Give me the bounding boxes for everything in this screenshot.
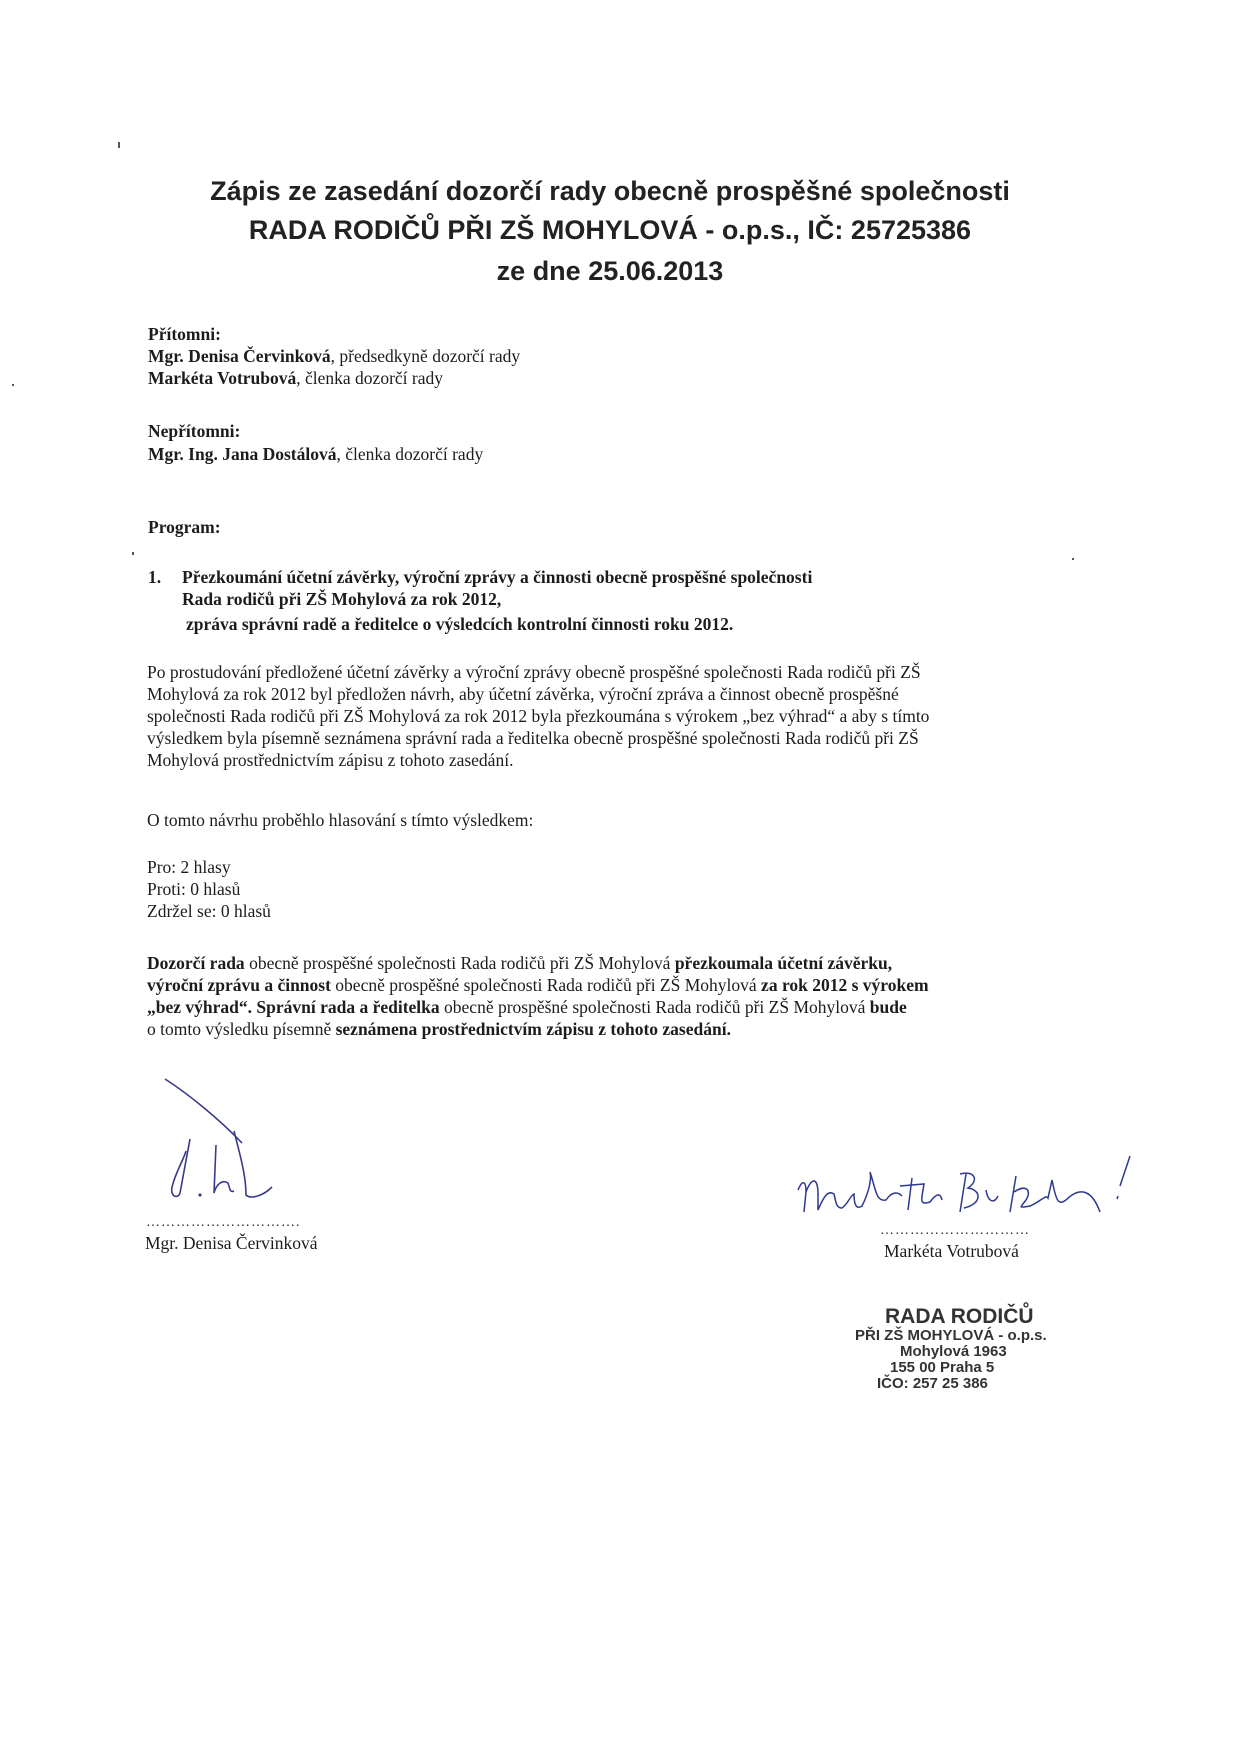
present-member [148, 367, 443, 389]
conclusion-bold: za rok 2012 s výrokem [761, 975, 929, 995]
signature-line-left: …………………………. [146, 1215, 301, 1230]
program-item-line: Rada rodičů při ZŠ Mohylová za rok 2012, [182, 589, 502, 609]
scan-speck [118, 142, 120, 148]
conclusion-text: o tomto výsledku písemně [147, 1019, 336, 1039]
paragraph-line: společnosti Rada rodičů při ZŠ Mohylová za rok 2012 byla přezkoumána s výrokem „bez výhrad“ a aby s tímto [147, 706, 930, 726]
present-member [148, 345, 520, 367]
vote-result: Proti: 0 hlasů [147, 879, 241, 899]
program-item-line: zpráva správní radě a ředitelce o výsledcích kontrolní činnosti roku 2012. [186, 614, 734, 634]
vote-result: Pro: 2 hlasy [147, 857, 231, 877]
paragraph-line: Mohylová prostřednictvím zápisu z tohoto zasedání. [147, 750, 514, 770]
conclusion-bold: „bez výhrad“. Správní rada a ředitelka [147, 997, 440, 1017]
conclusion-text: obecně prospěšné společnosti Rada rodičů při ZŠ Mohylová [244, 953, 675, 973]
absent-member [148, 443, 483, 465]
conclusion-line [147, 1018, 1097, 1040]
program-item-line: Přezkoumání účetní závěrky, výroční zprávy a činnosti obecně prospěšné společnosti [182, 567, 813, 587]
vote-intro: O tomto návrhu proběhlo hlasování s tímto výsledkem: [147, 810, 534, 830]
scan-speck [1072, 558, 1074, 560]
signature-marketa-votrubova [790, 1150, 1150, 1230]
signatory-name-left: Mgr. Denisa Červinková [145, 1233, 318, 1253]
signatory-name-right: Markéta Votrubová [884, 1241, 1019, 1261]
conclusion-bold: seznámena prostřednictvím zápisu z tohoto zasedání. [335, 1019, 731, 1039]
conclusion-bold: Dozorčí rada [147, 953, 245, 973]
signature-denisa-cervinkova [150, 1075, 310, 1225]
member-name: Markéta Votrubová [148, 368, 297, 388]
scan-speck [132, 552, 134, 555]
member-name: Mgr. Denisa Červinková [148, 346, 331, 366]
paragraph-line: Po prostudování předložené účetní závěrky a výroční zprávy obecně prospěšné společnosti Rada rodičů při ZŠ [147, 662, 921, 682]
scan-speck [12, 384, 14, 386]
paragraph-line: Mohylová za rok 2012 byl předložen návrh, aby účetní závěrka, výroční zpráva a činnost obecně prospěšné [147, 684, 899, 704]
present-heading: Přítomni: [148, 324, 221, 344]
conclusion-bold: bude [869, 997, 907, 1017]
vote-result: Zdržel se: 0 hlasů [147, 901, 271, 921]
conclusion-text: obecně prospěšné společnosti Rada rodičů při ZŠ Mohylová [330, 975, 762, 995]
stamp-line: 155 00 Praha 5 [890, 1359, 995, 1376]
document-title-line1: Zápis ze zasedání dozorčí rady obecně prospěšné společnosti [210, 176, 1010, 206]
conclusion-line [147, 974, 1097, 996]
document-title-line2: RADA RODIČŮ PŘI ZŠ MOHYLOVÁ - o.p.s., IČ: 25725386 [248, 215, 972, 245]
conclusion-text: obecně prospěšné společnosti Rada rodičů při ZŠ Mohylová [439, 997, 870, 1017]
member-role: , předsedkyně dozorčí rady [330, 346, 521, 366]
organization-stamp [855, 1305, 1047, 1392]
member-role: , členka dozorčí rady [296, 368, 443, 388]
program-heading: Program: [148, 517, 221, 537]
absent-heading: Nepřítomni: [148, 421, 241, 441]
document-title-date: ze dne 25.06.2013 [496, 256, 724, 286]
stamp-line: PŘI ZŠ MOHYLOVÁ - o.p.s. [855, 1327, 1047, 1344]
body-paragraph [147, 661, 1097, 771]
conclusion-line [147, 952, 1097, 974]
conclusion-bold: výroční zprávu a činnost [147, 975, 331, 995]
member-name: Mgr. Ing. Jana Dostálová [148, 444, 337, 464]
signature-line-right: ………………………… [880, 1223, 1030, 1238]
stamp-line: IČO: 257 25 386 [877, 1375, 988, 1392]
conclusion-line [147, 996, 1097, 1018]
paragraph-line: výsledkem byla písemně seznámena správní rada a ředitelka obecně prospěšné společnosti Rada rodičů při ZŠ [147, 728, 919, 748]
conclusion-paragraph [147, 952, 1097, 1040]
member-role: , členka dozorčí rady [336, 444, 484, 464]
stamp-line: Mohylová 1963 [900, 1343, 1007, 1360]
stamp-line: RADA RODIČŮ [885, 1305, 1034, 1328]
program-item-number: 1. [148, 567, 162, 587]
conclusion-bold: přezkoumala účetní závěrku, [674, 953, 893, 973]
